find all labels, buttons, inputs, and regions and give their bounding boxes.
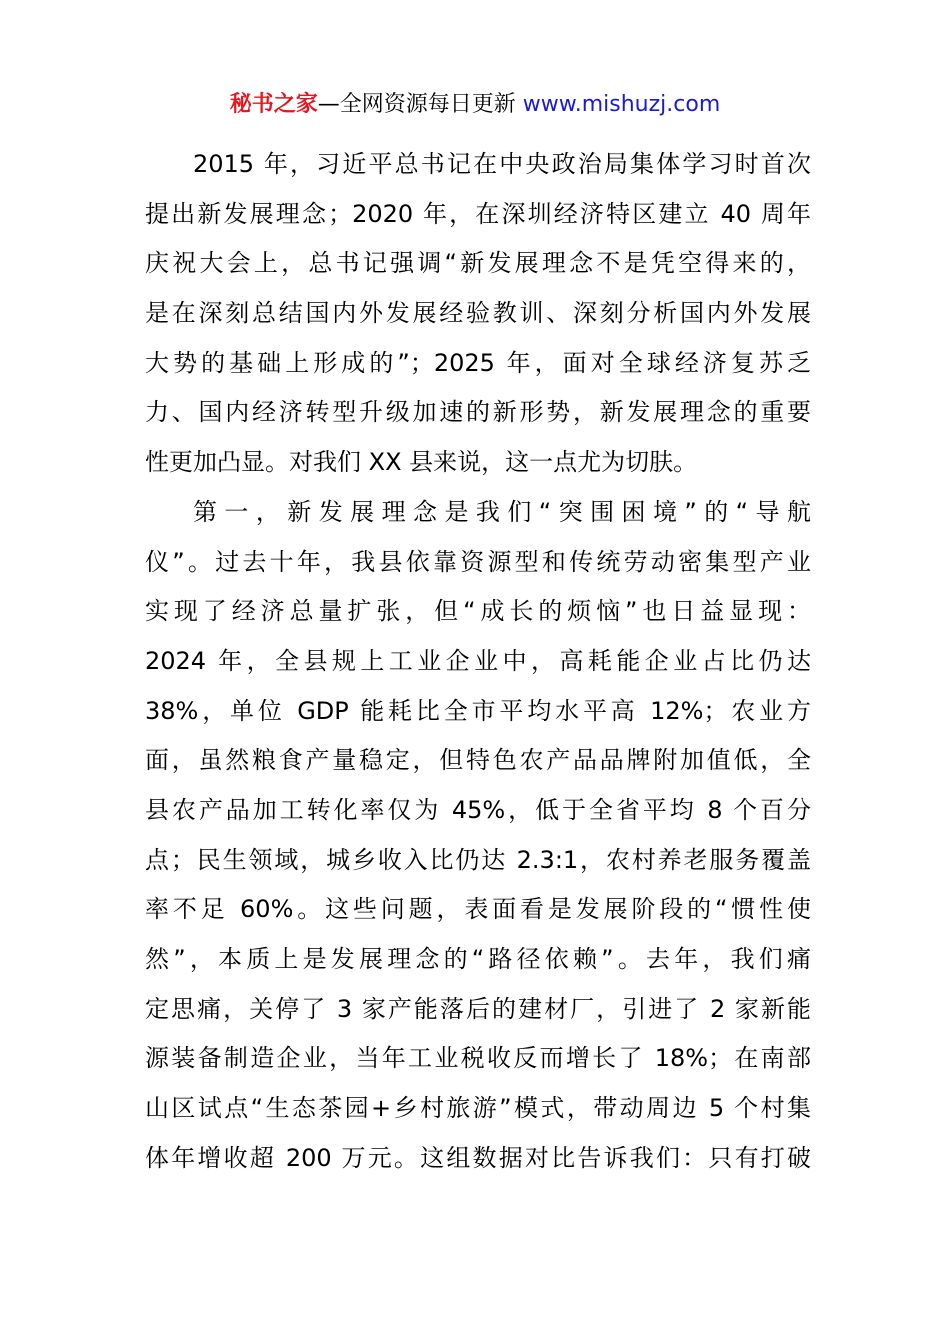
text-line: 实现了经济总量扩张，但“成长的烦恼”也日益显现： — [145, 597, 811, 626]
paragraph-2 — [145, 488, 811, 1184]
text-line: 2015 年，习近平总书记在中央政治局集体学习时首次 — [193, 150, 811, 178]
header-url[interactable]: www.mishuzj.com — [522, 92, 721, 117]
text-line: 性更加凸显。对我们 XX 县来说，这一点尤为切肤。 — [145, 448, 698, 477]
text-line: 提出新发展理念；2020 年，在深圳经济特区建立 40 周年 — [145, 199, 811, 228]
text-line: 山区试点“生态茶园+乡村旅游”模式，带动周边 5 个村集 — [145, 1094, 811, 1123]
brand-name: 秘书之家 — [229, 92, 318, 117]
text-line: 源装备制造企业，当年工业税收反而增长了 18%；在南部 — [145, 1044, 811, 1073]
text-line: 仪”。过去十年，我县依靠资源型和传统劳动密集型产业 — [145, 547, 811, 576]
header-banner — [0, 88, 950, 122]
document-body — [145, 140, 811, 1183]
text-line: 2024 年，全县规上工业企业中，高耗能企业占比仍达 — [145, 646, 811, 675]
text-line: 县农产品加工转化率仅为 45%，低于全省平均 8 个百分 — [145, 795, 811, 824]
header-tagline: —全网资源每日更新 — [317, 92, 523, 117]
text-line: 点；民生领域，城乡收入比仍达 2.3:1，农村养老服务覆盖 — [145, 845, 811, 874]
text-line: 然”，本质上是发展理念的“路径依赖”。去年，我们痛 — [145, 945, 811, 973]
text-line: 庆祝大会上，总书记强调“新发展理念不是凭空得来的， — [145, 249, 811, 278]
text-line: 面，虽然粮食产量稳定，但特色农产品品牌附加值低，全 — [145, 746, 811, 775]
text-line: 体年增收超 200 万元。这组数据对比告诉我们：只有打破 — [145, 1143, 811, 1172]
paragraph-1 — [145, 140, 811, 488]
text-line: 是在深刻总结国内外发展经验教训、深刻分析国内外发展 — [145, 299, 811, 328]
text-line: 大势的基础上形成的”；2025 年，面对全球经济复苏乏 — [145, 348, 811, 377]
text-line: 第一，新发展理念是我们“突围困境”的“导航 — [193, 497, 811, 526]
text-line: 率不足 60%。这些问题，表面看是发展阶段的“惯性使 — [145, 895, 811, 924]
text-line: 力、国内经济转型升级加速的新形势，新发展理念的重要 — [145, 398, 811, 427]
text-line: 定思痛，关停了 3 家产能落后的建材厂，引进了 2 家新能 — [145, 994, 811, 1023]
text-line: 38%，单位 GDP 能耗比全市平均水平高 12%；农业方 — [145, 696, 811, 725]
